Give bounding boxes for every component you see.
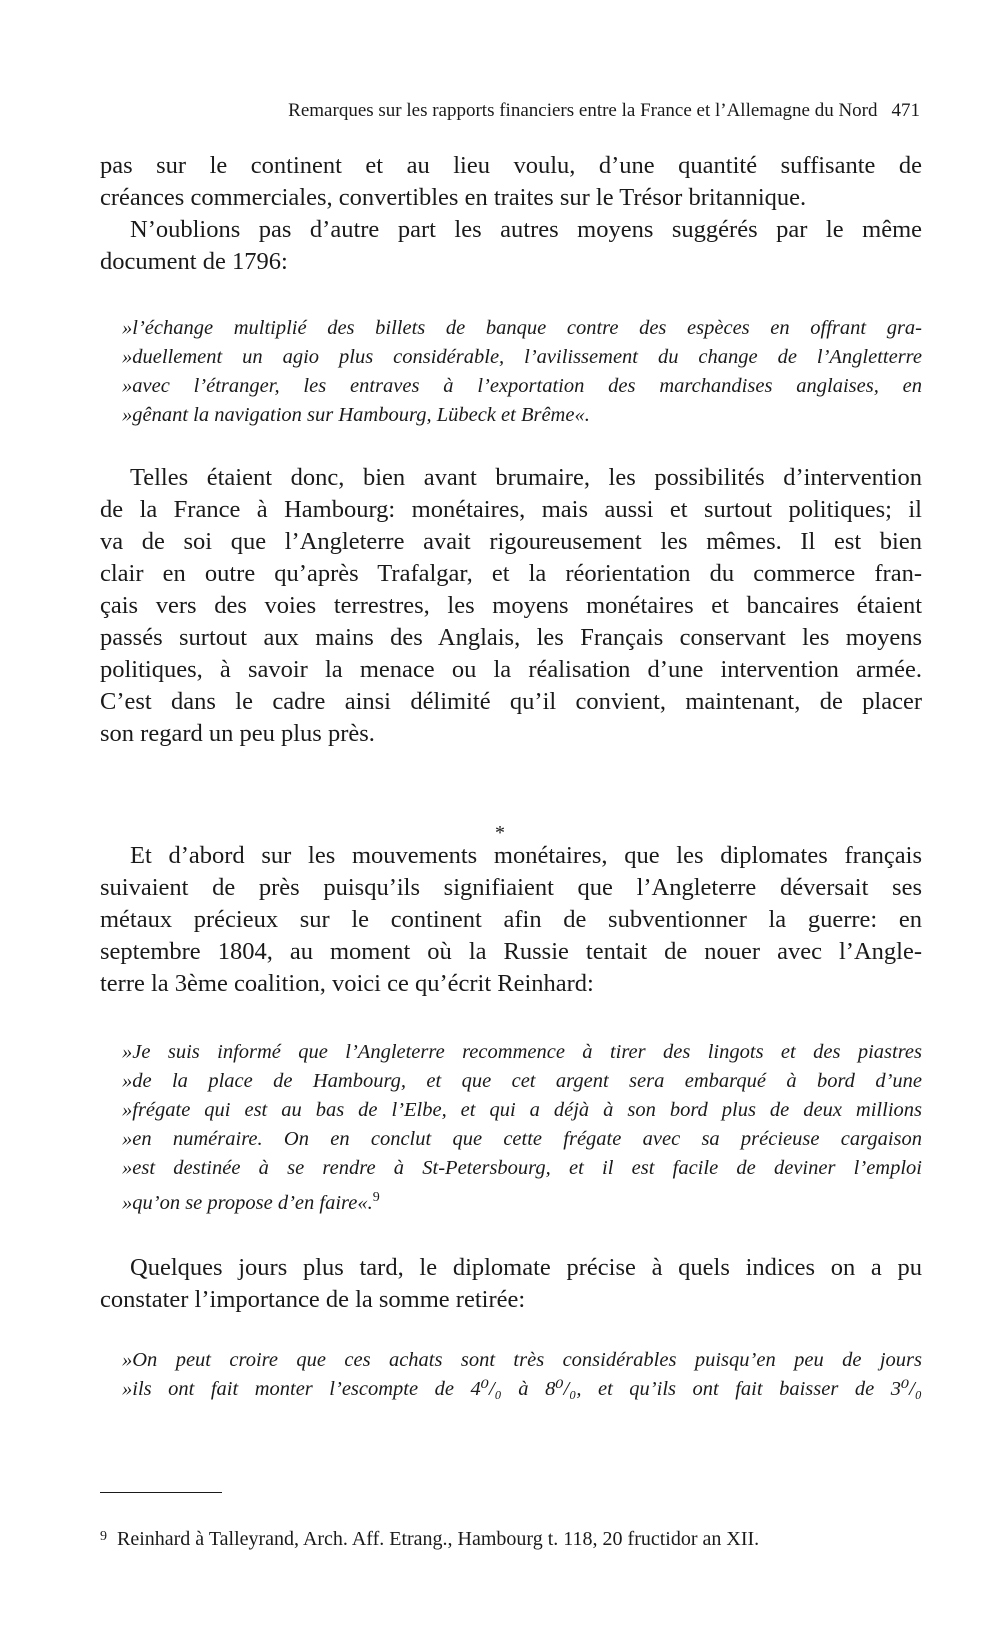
text-line: va de soi que l’Angleterre avait rigoureusement les mêmes. Il est bien bbox=[100, 528, 922, 555]
page-number: 471 bbox=[891, 100, 920, 121]
text-line: C’est dans le cadre ainsi délimité qu’il convient, maintenant, de placer bbox=[100, 688, 922, 715]
text-line: son regard un peu plus près. bbox=[100, 720, 375, 747]
quote-line: »ils ont fait monter l’escompte de 4⁰/₀ à 8⁰/₀, et qu’ils ont fait baisser de 3⁰/₀ bbox=[122, 1378, 922, 1400]
text-line: Et d’abord sur les mouvements monétaires, que les diplomates français bbox=[130, 842, 922, 869]
quote-line: »gênant la navigation sur Hambourg, Lübeck et Brême«. bbox=[122, 404, 590, 426]
block-quote-2 bbox=[122, 1038, 922, 1218]
block-quote-3 bbox=[122, 1346, 922, 1404]
quote-line: »de la place de Hambourg, et que cet argent sera embarqué à bord d’une bbox=[122, 1070, 922, 1092]
text-line: métaux précieux sur le continent afin de subventionner la guerre: en bbox=[100, 906, 922, 933]
quote-line: »Je suis informé que l’Angleterre recommence à tirer des lingots et des piastres bbox=[122, 1041, 922, 1063]
quote-text: »qu’on se propose d’en faire«. bbox=[122, 1192, 373, 1214]
text-line: Telles étaient donc, bien avant brumaire, les possibilités d’intervention bbox=[130, 464, 922, 491]
paragraph-2 bbox=[100, 214, 922, 278]
text-line: pas sur le continent et au lieu voulu, d’une quantité suffisante de bbox=[100, 152, 922, 179]
quote-line bbox=[122, 1183, 922, 1218]
footnote-reference[interactable]: 9 bbox=[372, 1190, 380, 1205]
text-line: terre la 3ème coalition, voici ce qu’écrit Reinhard: bbox=[100, 970, 594, 997]
paragraph-5 bbox=[100, 1252, 922, 1316]
paragraph-4 bbox=[100, 840, 922, 1000]
quote-line: »est destinée à se rendre à St-Petersbourg, et il est facile de deviner l’emploi bbox=[122, 1157, 922, 1179]
text-line: clair en outre qu’après Trafalgar, et la réorientation du commerce fran- bbox=[100, 560, 922, 587]
text-line: de la France à Hambourg: monétaires, mais aussi et surtout politiques; il bbox=[100, 496, 922, 523]
text-line: document de 1796: bbox=[100, 248, 288, 275]
paragraph-1 bbox=[100, 150, 922, 214]
quote-line: »avec l’étranger, les entraves à l’exportation des marchandises anglaises, en bbox=[122, 375, 922, 397]
running-header bbox=[150, 100, 920, 122]
text-line: constater l’importance de la somme retirée: bbox=[100, 1286, 526, 1313]
text-line: çais vers des voies terrestres, les moyens monétaires et bancaires étaient bbox=[100, 592, 922, 619]
footnote-divider bbox=[100, 1492, 222, 1493]
text-line: créances commerciales, convertibles en traites sur le Trésor britannique. bbox=[100, 184, 807, 211]
text-line: passés surtout aux mains des Anglais, les Français conservant les moyens bbox=[100, 624, 922, 651]
paragraph-3 bbox=[100, 462, 922, 750]
text-line: septembre 1804, au moment où la Russie tentait de nouer avec l’Angle- bbox=[100, 938, 922, 965]
text-line: N’oublions pas d’autre part les autres moyens suggérés par le même bbox=[130, 216, 922, 243]
block-quote-1 bbox=[122, 314, 922, 430]
footnote-marker: 9 bbox=[100, 1529, 107, 1544]
running-title: Remarques sur les rapports financiers entre la France et l’Allemagne du Nord bbox=[288, 100, 878, 121]
text-line: suivaient de près puisqu’ils signifiaient que l’Angleterre déversait ses bbox=[100, 874, 922, 901]
section-asterism: * bbox=[495, 822, 505, 844]
quote-line: »l’échange multiplié des billets de banque contre des espèces en offrant gra- bbox=[122, 317, 922, 339]
quote-line: »en numéraire. On en conclut que cette frégate avec sa précieuse cargaison bbox=[122, 1128, 922, 1150]
quote-line: »On peut croire que ces achats sont très considérables puisqu’en peu de jours bbox=[122, 1349, 922, 1371]
footnote-text: Reinhard à Talleyrand, Arch. Aff. Etrang., Hambourg t. 118, 20 fructidor an XII. bbox=[117, 1528, 760, 1550]
quote-line: »duellement un agio plus considérable, l’avilissement du change de l’Angletterre bbox=[122, 346, 922, 368]
quote-line: »frégate qui est au bas de l’Elbe, et qui a déjà à son bord plus de deux millions bbox=[122, 1099, 922, 1121]
text-line: politiques, à savoir la menace ou la réalisation d’une intervention armée. bbox=[100, 656, 922, 683]
footnote bbox=[100, 1524, 922, 1552]
text-line: Quelques jours plus tard, le diplomate précise à quels indices on a pu bbox=[130, 1254, 922, 1281]
